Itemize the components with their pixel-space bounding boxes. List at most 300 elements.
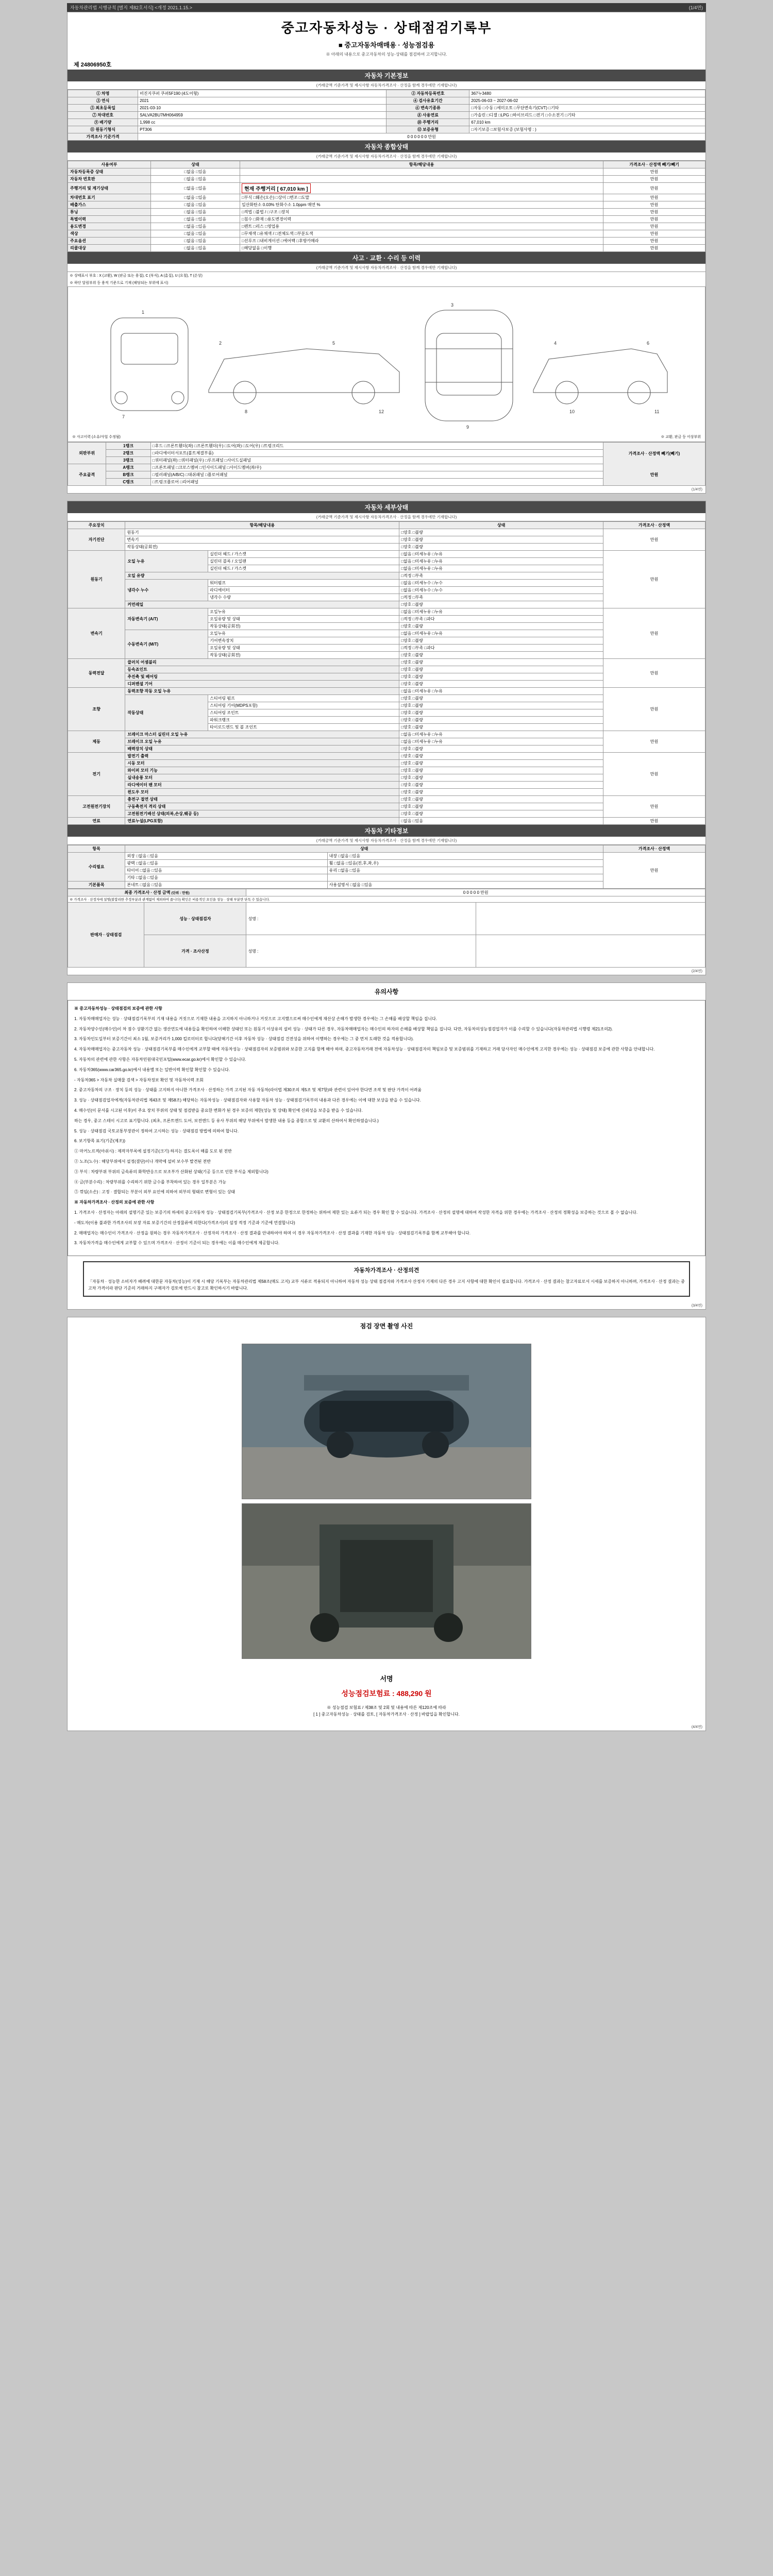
basic-label-8: ⑧ 사용연료: [386, 112, 469, 119]
signature-footnote: [68, 1702, 705, 1723]
footnote-line-1: ※ 성능점검 보험료 / 제38조 및 2회 및 내용에 따른 제120조에 따라: [327, 1705, 446, 1710]
detail-state-1-4[interactable]: □없음 □미세누수 □누수: [399, 580, 603, 587]
detail-state-3-2[interactable]: □양호 □불량: [399, 673, 603, 681]
etc-cell-1-1[interactable]: 휠 □없음 □있음(전,후,좌,우): [327, 860, 603, 867]
notice4-item-1: - 매도자(이용 불과한 가격조사의 보장 자료 보증기간의 산정물류에 의한다(가격조사)의 설정 적정 기준과 기준에 연결합니다): [74, 1220, 295, 1225]
detail-sub-1-4: 워터펌프: [208, 580, 399, 587]
overall-detail-5[interactable]: □적법 □불법 / □구조 □장치: [240, 209, 603, 216]
detail-state-2-0[interactable]: □없음 □미세누유 □누유: [399, 608, 603, 616]
detail-sub-2-5: 오일유량 및 상태: [208, 645, 399, 652]
basic-value-11: PT306: [138, 126, 386, 133]
car-damage-diagram[interactable]: [68, 286, 705, 442]
overall-col-3: 가격조사 · 산정액 빼기/빼기: [603, 161, 705, 168]
detail-state-0-1[interactable]: □양호 □불량: [399, 536, 603, 544]
detail-state-6-4[interactable]: □양호 □불량: [399, 782, 603, 789]
detail-state-3-1[interactable]: □양호 □불량: [399, 666, 603, 673]
detail-state-1-1[interactable]: □없음 □미세누유 □누유: [399, 558, 603, 565]
page-number-2: (2/4면): [691, 970, 702, 973]
basic-value-10: 67,010 km: [469, 119, 705, 126]
etc-cell-4-0[interactable]: 본네트 □없음 □있음: [125, 882, 327, 889]
final-price-value: 0 0 0 0 0 만원: [246, 889, 705, 896]
detail-sub-2-0: 오일누유: [208, 608, 399, 616]
photo-1-graphic: [242, 1344, 531, 1499]
notice4-item-3: 3. 자동차가격을 매수인에게 교부할 수 있으며 가격조사 · 산정이 기준이 되는 경우에는 이를 매수인에게 제공합니다.: [74, 1241, 280, 1246]
detail-state-0-2[interactable]: □양호 □불량: [399, 544, 603, 551]
accident-note-2: ※ 하단 달림부위 등 용적 기준으로 기재 (해당되는 부위에 표시): [70, 281, 169, 285]
detail-sub-2-3: 오일누유: [208, 630, 399, 637]
notice-item-6: - 자동차365 > 자동차 실매물 검색 > 자동차정보 확인 및 자동차이력 조회: [74, 1077, 204, 1082]
detail-state-0-0[interactable]: □양호 □불량: [399, 529, 603, 536]
detail-state-2-6[interactable]: □양호 □불량: [399, 652, 603, 659]
table-row: [68, 201, 705, 209]
svg-text:10: 10: [569, 409, 575, 414]
detail-state-4-5[interactable]: □양호 □불량: [399, 724, 603, 731]
detail-item-3-2: 추진축 및 베어링: [125, 673, 399, 681]
notice2-item-3: 하는 경우, 중고 스테이 시고로 표기합니다. (최초, 프론트엔드 도어, 보전엔드 등 유사 부위의 해당 부위에서 발생한 내용 등을 종합으로 및 교환의 산하여서 확인하였습니다.): [74, 1118, 379, 1123]
overall-detail-10[interactable]: □해당없음 □이행: [240, 245, 603, 252]
basic-value-2: 367누3480: [469, 90, 705, 97]
notice-title: 유의사항: [374, 988, 399, 995]
fee-value: 488,290 원: [396, 1689, 432, 1698]
table-row: [68, 209, 705, 216]
signer-role-0: 성능 · 상태점검자: [144, 903, 246, 935]
notice-lead: ※ 중고자동차성능 · 상태점검의 보증에 관한 사항: [74, 1006, 162, 1011]
etc-col-2: 가격조사 · 산정액: [603, 845, 705, 853]
svg-text:8: 8: [245, 409, 248, 414]
overall-detail-0[interactable]: [240, 168, 603, 176]
basic-label-1: ① 차명: [68, 90, 138, 97]
signer-name-1[interactable]: 성명 :: [246, 935, 476, 968]
record-number: [68, 58, 705, 70]
detail-sub-1-2: 실린더 헤드 / 가스켓: [208, 565, 399, 572]
table-row: [68, 230, 705, 238]
detail-state-5-1[interactable]: □없음 □미세누유 □누유: [399, 738, 603, 745]
detail-state-1-5[interactable]: □없음 □미세누수 □누수: [399, 587, 603, 594]
svg-text:12: 12: [379, 409, 384, 414]
basic-label-13: 가격조사 기준가격: [68, 133, 138, 141]
detail-state-6-2[interactable]: □양호 □불량: [399, 767, 603, 774]
detail-col-0: 주요장치: [68, 522, 125, 529]
svg-text:5: 5: [332, 341, 335, 346]
appraisal-opinion-title: 자동차가격조사 · 산정의견: [354, 1267, 419, 1274]
detail-state-1-0[interactable]: □없음 □미세누유 □누유: [399, 551, 603, 558]
parts-rank-a: A랭크: [106, 464, 151, 471]
basic-value-4: 2025-06-03 ~ 2027-06-02: [469, 97, 705, 105]
detail-state-6-0[interactable]: □양호 □불량: [399, 753, 603, 760]
accident-note-1: ※ 상태표시 부호 : X (교환), W (판금 또는 용접), C (부식), A (흠집), U (요철), T (손상): [70, 274, 203, 278]
detail-item-5-1: 브레이크 오일 누유: [125, 738, 399, 745]
detail-sub-2-2: 작동상태(공회전): [208, 623, 399, 630]
detail-group-6: 전기: [68, 753, 125, 796]
section-detail-sub: (거래금액 기준가격 및 제시사항 자동차가격조사 · 산정을 함께 경우에만 기재합니다): [68, 513, 705, 521]
detail-item-2-3: 수동변속기 (M/T): [125, 630, 208, 659]
record-number-label: 제: [74, 62, 79, 68]
detail-state-4-3[interactable]: □양호 □불량: [399, 709, 603, 717]
final-price-unit: (단위 : 만원): [171, 891, 190, 895]
overall-state-5[interactable]: □없음 □있음: [150, 209, 240, 216]
detail-state-2-2[interactable]: □양호 □불량: [399, 623, 603, 630]
parts-items-1[interactable]: □후드 □프론트휀더(좌) □프론트휀더(우) □도어(좌) □도어(우) □트렁크리드: [150, 443, 603, 450]
overall-detail-1[interactable]: [240, 176, 603, 183]
detail-item-7-2: 고전원전기배선 상태(피복,손상,웨공 등): [125, 810, 399, 818]
signer-sign-1[interactable]: [476, 935, 705, 968]
detail-state-2-1[interactable]: □적정 □부족 □과다: [399, 616, 603, 623]
photo-gallery: [68, 1334, 705, 1668]
detail-sub-1-6: 냉각수 수량: [208, 594, 399, 601]
svg-text:7: 7: [122, 414, 125, 419]
section-etc-title: 자동차 기타정보: [68, 825, 705, 837]
table-row: [68, 443, 705, 450]
detail-state-4-4[interactable]: □양호 □불량: [399, 717, 603, 724]
overall-adj-9: 만원: [603, 238, 705, 245]
overall-detail-7[interactable]: □렌트 □리스 □영업용: [240, 223, 603, 230]
signer-sign-0[interactable]: [476, 903, 705, 935]
overall-adj-2: 만원: [603, 183, 705, 194]
table-row: [68, 796, 705, 803]
table-row: [68, 90, 705, 97]
page-number-4: (4/4면): [691, 1725, 702, 1729]
etc-cell-0-0[interactable]: 외장 □없음 □있음: [125, 853, 327, 860]
form-topbar: [67, 3, 706, 12]
table-row: [68, 216, 705, 223]
detail-state-2-4[interactable]: □양호 □불량: [399, 637, 603, 645]
detail-state-1-6[interactable]: □적정 □부족: [399, 594, 603, 601]
overall-state-10[interactable]: □없음 □있음: [150, 245, 240, 252]
signature-title: 서명: [380, 1675, 393, 1683]
svg-text:4: 4: [554, 341, 557, 346]
detail-item-3-1: 등속죠인트: [125, 666, 399, 673]
accident-parts-table: [68, 442, 705, 486]
table-row: [68, 112, 705, 119]
detail-state-4-1[interactable]: □양호 □불량: [399, 695, 603, 702]
detail-group-5: 제동: [68, 731, 125, 753]
detail-sub-1-1: 실린더 블록 / 오일팬: [208, 558, 399, 565]
detail-adj-4: 만원: [603, 688, 705, 731]
form-code: 자동차관리법 시행규칙 [별지 제82호서식] <개정 2021.1.15.>: [70, 5, 193, 10]
detail-state-6-1[interactable]: □양호 □불량: [399, 760, 603, 767]
fee-label: 성능점검보험료 :: [341, 1689, 395, 1698]
detail-group-1: 원동기: [68, 551, 125, 608]
etc-col-1: 상태: [125, 845, 603, 853]
detail-state-2-5[interactable]: □적정 □부족 □과다: [399, 645, 603, 652]
detail-item-3-3: 디퍼렌셜 기어: [125, 681, 399, 688]
basic-value-5: 2021-03-10: [138, 105, 386, 112]
detail-adj-5: 만원: [603, 731, 705, 753]
overall-adj-0: 만원: [603, 168, 705, 176]
section-etc-sub: (거래금액 기준가격 및 제시사항 자동차가격조사 · 산정을 함께 경우에만 기재합니다): [68, 837, 705, 845]
table-row: [68, 119, 705, 126]
basic-label-12: ⑫ 보증유형: [386, 126, 469, 133]
overall-state-7[interactable]: □없음 □있음: [150, 223, 240, 230]
detail-adj-3: 만원: [603, 659, 705, 688]
table-row: [68, 194, 705, 201]
detail-sub-2-6: 작동상태(공회전): [208, 652, 399, 659]
overall-adj-6: 만원: [603, 216, 705, 223]
sheet-4: [67, 1317, 706, 1731]
detail-sub-2-4: 기어변속장치: [208, 637, 399, 645]
detail-sub-4-4: 파워크랭크: [208, 717, 399, 724]
basic-value-6: □자동 □수동 □세미오토 □무단변속기(CVT) □기타: [469, 105, 705, 112]
table-row: [68, 529, 705, 536]
overall-state-3[interactable]: □없음 □있음: [150, 194, 240, 201]
overall-state-4[interactable]: □없음 □있음: [150, 201, 240, 209]
overall-table: [68, 161, 705, 252]
detail-adj-6: 만원: [603, 753, 705, 796]
parts-items-b[interactable]: □필러패널(A/B/C) □대쉬패널 □플로어패널: [150, 471, 603, 479]
parts-items-3[interactable]: □쿼터패널(좌) □쿼터패널(우) □루프패널 □사이드실패널: [150, 457, 603, 464]
notice3-item-3: ③ 부식 : 차량부위 부위의 금속류의 화학반응으로 보조부가 산화된 상태(기공 등으로 인한 부식을 제외합니다): [74, 1169, 268, 1174]
etc-adj: 만원: [603, 853, 705, 889]
notice3-item-1: ① 마커노르적(아쉬시) : 제작자부록에 설정기준(크기) 하지는 결도록이 해를 도로 된 전반: [74, 1149, 232, 1154]
overall-col-2: 항목/해당내용: [240, 161, 603, 168]
detail-sub-4-1: 스티어링 펌프: [208, 695, 399, 702]
detail-group-7: 고전원전기장치: [68, 796, 125, 818]
section-accident-sub: (거래금액 기준가격 및 제시사항 자동차가격조사 · 산정을 함께 경우에만 기재합니다): [68, 264, 705, 272]
detail-item-3-0: 클러치 어셈블리: [125, 659, 399, 666]
legend-right: ※ 교환, 판금 등 이상부위: [661, 435, 701, 439]
etc-cell-3-0[interactable]: 기타 □없음 □있음: [125, 874, 327, 882]
notice-item-5: 6. 자동차365(www.car365.go.kr)에서 내용별 또는 일반이력 확인할 확인할 수 있습니다.: [74, 1067, 230, 1072]
legend-left: ※ 사고이력 (소유/사업 수정됨): [72, 435, 121, 439]
final-price-table: [68, 889, 705, 968]
parts-items-c[interactable]: □트렁크플로어 □리어패널: [150, 479, 603, 486]
basic-value-3: 2021: [138, 97, 386, 105]
mileage-value: 현재 주행거리 [ 67,010 km ]: [242, 183, 311, 193]
table-row: [68, 105, 705, 112]
signer-role-1: 가격 · 조사산정: [144, 935, 246, 968]
detail-state-6-5[interactable]: □양호 □불량: [399, 789, 603, 796]
table-row: [68, 731, 705, 738]
signer-name-0[interactable]: 성명 :: [246, 903, 476, 935]
table-header-row: [68, 522, 705, 529]
section-overall-sub: (거래금액 기준가격 및 제시사항 자동차가격조사 · 산정을 함께 경우에만 기재합니다): [68, 152, 705, 161]
overall-detail-3[interactable]: □부식 □훼손(오손) □상이 □변조 □도말: [240, 194, 603, 201]
table-row: [68, 176, 705, 183]
section-accident-title: 사고 · 교환 · 수리 등 이력: [68, 252, 705, 264]
overall-item-6: 특별이력: [68, 216, 151, 223]
final-price-title: [68, 889, 246, 896]
table-row: [68, 896, 705, 903]
parts-rank-1: 1랭크: [106, 443, 151, 450]
overall-item-5: 튜닝: [68, 209, 151, 216]
overall-adj-8: 만원: [603, 230, 705, 238]
detail-state-1-2[interactable]: □없음 □미세누유 □누유: [399, 565, 603, 572]
table-row: [68, 168, 705, 176]
overall-state-6[interactable]: □없음 □있음: [150, 216, 240, 223]
detail-adj-2: 만원: [603, 608, 705, 659]
page-number-1: (1/4면): [691, 488, 702, 492]
table-row: [68, 753, 705, 760]
notice3-item-5: ⑤ 꺾임(소손) : 고정 · 결합되는 부분이 외부 요인에 의하여 외부의 형태로 변형이 있는 상태: [74, 1190, 236, 1195]
parts-rank-3: 3랭크: [106, 457, 151, 464]
detail-state-8-0[interactable]: □없음 □있음: [399, 818, 603, 825]
overall-detail-2[interactable]: [240, 183, 603, 194]
document-header: [68, 12, 705, 58]
inspection-fee: [68, 1685, 705, 1702]
inspection-photo-1: [242, 1344, 531, 1499]
overall-detail-8[interactable]: □무채색 □유채색 / □전체도색 □부분도색: [240, 230, 603, 238]
svg-text:9: 9: [466, 425, 469, 430]
overall-state-8[interactable]: □없음 □있음: [150, 230, 240, 238]
notice4-item-0: 1. 가격조사 · 산정자는 아래의 설명기준 있는 보증기의 하세의 중고자동차 성능 · 상태점검기록부(가격조사 · 산정 보증 한정으로 한정하는 위하여 제한 있는 요류가 되는 경우 확인 할 수 있습니다. 가격조사 · 산정의 설명에 대하여 작성한 자격을 위한 경우에는 가격조사 · 산정의 정확성을 보증하는 것으로 볼 수 없습니다.: [74, 1210, 638, 1215]
detail-state-3-3[interactable]: □양호 □불량: [399, 681, 603, 688]
detail-state-1-3[interactable]: □적정 □부족: [399, 572, 603, 580]
record-number-value: 24806950호: [80, 62, 112, 68]
notice-item-4: 5. 자동차의 관련에 관한 사항은 자동차민원대국민포털(www.ecar.go.kr)에서 확인할 수 있습니다.: [74, 1057, 246, 1062]
etc-cell-1-0[interactable]: 광택 □없음 □있음: [125, 860, 327, 867]
overall-detail-6[interactable]: □침수 □화재 □용도변경이력: [240, 216, 603, 223]
accident-adj-label: 가격조사 · 산정액 빼기(빼기): [628, 451, 680, 456]
overall-state-1[interactable]: □없음 □있음: [150, 176, 240, 183]
detail-state-4-0[interactable]: □없음 □미세누유 □누유: [399, 688, 603, 695]
detail-col-3: 가격조사 · 산정액: [603, 522, 705, 529]
svg-text:2: 2: [219, 341, 222, 346]
etc-table: [68, 845, 705, 889]
overall-state-0[interactable]: □없음 □있음: [150, 168, 240, 176]
photos-title: 점검 장면 촬영 사진: [360, 1323, 413, 1330]
table-row: [68, 97, 705, 105]
detail-item-6-1: 시동 모터: [125, 760, 399, 767]
accident-adj-cell: [603, 443, 705, 486]
notice3-item-0: 6. 보기항목 표기(기준(제조)): [74, 1139, 126, 1144]
table-row: [68, 126, 705, 133]
basic-value-8: □가솔린 □디젤 □LPG □하이브리드 □전기 □수소전기 □기타: [469, 112, 705, 119]
etc-cell-0-1[interactable]: 내장 □없음 □있음: [327, 853, 603, 860]
footnote-line-2: [ 1 ] 중고자동차성능 · 상태를 검토, [ 자동차가격조사 · 산정 ] 바랍입을 확인합니다.: [313, 1712, 460, 1717]
detail-state-7-2[interactable]: □양호 □불량: [399, 810, 603, 818]
detail-item-1-4: 냉각수 누수: [125, 580, 208, 601]
notice-body: [68, 1000, 705, 1256]
detail-adj-0: 만원: [603, 529, 705, 551]
sheet-2: [67, 501, 706, 975]
etc-cell-2-1[interactable]: 유리 □없음 □있음: [327, 867, 603, 874]
detail-state-7-0[interactable]: □양호 □불량: [399, 796, 603, 803]
etc-item-4: 기본품목: [68, 882, 125, 889]
overall-state-9[interactable]: □없음 □있음: [150, 238, 240, 245]
detail-col-2: 상태: [399, 522, 603, 529]
detail-state-3-0[interactable]: □양호 □불량: [399, 659, 603, 666]
table-row: [68, 245, 705, 252]
svg-text:6: 6: [647, 341, 650, 346]
overall-item-7: 용도변경: [68, 223, 151, 230]
table-header-row: [68, 161, 705, 168]
notice2-item-2: 4. 매수인(이 문서를 시고된 이후)이 주요 장치 부위의 상태 및 점검받을 중요한 변화가 된 경우 보증의 제한(성능 및 상태) 확인에 신뢰성을 보증을 받을 수 있습니다.: [74, 1108, 363, 1113]
parts-items-a[interactable]: □프론트패널 □크로스멤버 □인사이드패널 □사이드멤버(좌/우): [150, 464, 603, 471]
inspection-photo-2: [242, 1503, 531, 1659]
detail-state-5-0[interactable]: □없음 □미세누유 □누유: [399, 731, 603, 738]
overall-item-3: 차대번호 표기: [68, 194, 151, 201]
notice3-item-2: ② 노조(노수) : 해당부위에서 설정(결단)이나 개막에 설비 보수부 발견된 전반: [74, 1159, 211, 1164]
detail-item-1-3: 오일 유량: [125, 572, 399, 580]
table-header-row: [68, 845, 705, 853]
detail-sub-1-0: 실린더 헤드 / 가스켓: [208, 551, 399, 558]
notice-item-1: 2. 자동차양수인(매수인)이 차 점수 상환기간 없는 생산연도에 내용들을 확인하여 이해한 상태인 또는 원동기 이상유의 설비 성능 · 상태가 다른 경우, 자동차매매업자는 매수인의 하자의 손해를 배상할 책임을 집니다. 다만, 자동차의성능점검업자가 이를 수리할 수 있습니다(자동차관리법 시행령 제21조의2).: [74, 1026, 613, 1031]
detail-state-4-2[interactable]: □양호 □불량: [399, 702, 603, 709]
basic-value-12: □자기보증 □보험사보증 (보험사명 : ): [469, 126, 705, 133]
header-note: ※ 아래의 내용으로 중고자동차의 성능·상태를 점검하여 고지합니다.: [326, 52, 447, 57]
detail-state-7-1[interactable]: □양호 □불량: [399, 803, 603, 810]
notice3-item-4: ④ 금(부분수리) : 차량부위를 수리하기 위한 금수를 부착하여 있는 경우 일부분은 가능: [74, 1179, 227, 1184]
overall-adj-3: 만원: [603, 194, 705, 201]
detail-item-1-7: 커먼레일: [125, 601, 399, 608]
table-row: [68, 238, 705, 245]
etc-item-0: 수리필요: [68, 853, 125, 882]
detail-item-0-2: 작동상태(공회전): [125, 544, 399, 551]
overall-item-1: 자동차 번호판: [68, 176, 151, 183]
section-overall-title: 자동차 종합상태: [68, 141, 705, 152]
basic-value-9: 1,998 cc: [138, 119, 386, 126]
overall-item-2: 주행거리 및 계기상태: [68, 183, 151, 194]
notice-item-2: 3. 자동차인도일부터 보증기간이 최소 1월, 보증거리가 1,000 킬로미터로 합니다(당해기간 이후 자동차 성능 · 상태점검 건전성을 위하여 이행하는 경우에는 그 중 먼저 도래한 것을 적용합니다).: [74, 1037, 414, 1042]
notice-item-3: 4. 자동차매매업자는 중고자동차 성능 · 상태점검기록부를 매수인에게 교부할 때에 자동차성능 · 상태점검자의 보증범위와 보증한 고지를 함께 해야 하며, 중고자동차거래 전에 자동차성능 · 상태점검자의 책임보증 및 보증범위를 기재하고 거래 당사자인 매수인에게 고지한 경우에는 성능 · 상태점검 보증에 관한 사항을 안내합니다.: [74, 1047, 655, 1052]
section-basic-sub: (거래금액 기준가격 및 제시사항 자동차가격조사 · 산정을 함께 경우에만 기재합니다): [68, 81, 705, 90]
appraisal-opinion-box: [83, 1261, 690, 1297]
table-row: [68, 223, 705, 230]
detail-state-6-3[interactable]: □양호 □불량: [399, 774, 603, 782]
detail-group-4: 조향: [68, 688, 125, 731]
etc-col-0: 항목: [68, 845, 125, 853]
photo-2-graphic: [242, 1504, 531, 1658]
etc-cell-4-1[interactable]: 사용설명서 □없음 □있음: [327, 882, 603, 889]
etc-cell-2-0[interactable]: 타이어 □없음 □있음: [125, 867, 327, 874]
parts-rank-2: 2랭크: [106, 450, 151, 457]
overall-item-9: 주요옵션: [68, 238, 151, 245]
detail-group-0: 자기진단: [68, 529, 125, 551]
page-subtitle: ■ 중고자동차매매용 · 성능점검용: [338, 41, 435, 49]
overall-state-2[interactable]: □없음 □있음: [150, 183, 240, 194]
detail-item-6-4: 라디에이터 팬 모터: [125, 782, 399, 789]
detail-state-1-7[interactable]: □양호 □불량: [399, 601, 603, 608]
svg-text:3: 3: [451, 302, 454, 308]
notice-lead-2: ※ 자동차가격조사 · 산정의 보증에 관한 사항: [74, 1200, 155, 1205]
table-row: [68, 818, 705, 825]
overall-adj-10: 만원: [603, 245, 705, 252]
detail-col-1: 항목/해당내용: [125, 522, 399, 529]
signer-group-label: 판매자 · 상태점검: [68, 903, 144, 968]
table-row: [68, 608, 705, 616]
detail-state-2-3[interactable]: □없음 □미세누유 □누유: [399, 630, 603, 637]
overall-adj-1: 만원: [603, 176, 705, 183]
detail-item-5-0: 브레이크 마스터 실린더 오일 누유: [125, 731, 399, 738]
svg-text:11: 11: [654, 409, 660, 414]
detail-adj-7: 만원: [603, 796, 705, 818]
overall-detail-4[interactable]: 일산화탄소 0.03% 탄화수소 1.0ppm 매연 %: [240, 201, 603, 209]
overall-adj-7: 만원: [603, 223, 705, 230]
table-row: [68, 183, 705, 194]
basic-label-7: ⑦ 차대번호: [68, 112, 138, 119]
notice2-item-0: 2. 중고자동차의 구조 · 장치 등의 성능 · 상태를 고지하지 아니한 가격조사 · 산정하는 가격 고지된 자동 자동차(라이법 제30조의 제5조 및 제7항)와 관련이 있어야 한다면 조작 및 판단 가격이 어려움: [74, 1088, 422, 1093]
detail-sub-2-1: 오일유량 및 상태: [208, 616, 399, 623]
overall-item-4: 배출가스: [68, 201, 151, 209]
basic-label-3: ③ 연식: [68, 97, 138, 105]
parts-rank-c: C랭크: [106, 479, 151, 486]
table-row: [68, 688, 705, 695]
detail-item-0-0: 원동기: [125, 529, 399, 536]
overall-detail-9[interactable]: □선루프 □내비게이션 □에어백 □후방카메라: [240, 238, 603, 245]
table-row: [68, 133, 705, 141]
notice4-item-2: 2. 매매업자는 매수인이 가격조사 · 산정을 원하는 경우 자동차가격조사 · 산정자의 가격조사 · 산정 결과를 안내하여야 하며 이 경우 자동차가격조사 · 산정 결과를 기재한 자동차 성능 · 상태점검기록부를 함께 교부해야 합니다.: [74, 1230, 470, 1235]
basic-label-6: ⑥ 변속기종류: [386, 105, 469, 112]
parts-items-2[interactable]: □라디에이터서포트(볼트체결부품): [150, 450, 603, 457]
overall-adj-4: 만원: [603, 201, 705, 209]
sheet-1: [67, 12, 706, 494]
detail-item-6-0: 발전기 출력: [125, 753, 399, 760]
detail-item-4-0: 동력조향 작동 오일 누유: [125, 688, 399, 695]
overall-item-10: 리콜대상: [68, 245, 151, 252]
detail-item-7-0: 충전구 절연 상태: [125, 796, 399, 803]
etc-cell-3-1[interactable]: [327, 874, 603, 882]
detail-state-5-2[interactable]: □양호 □불량: [399, 745, 603, 753]
